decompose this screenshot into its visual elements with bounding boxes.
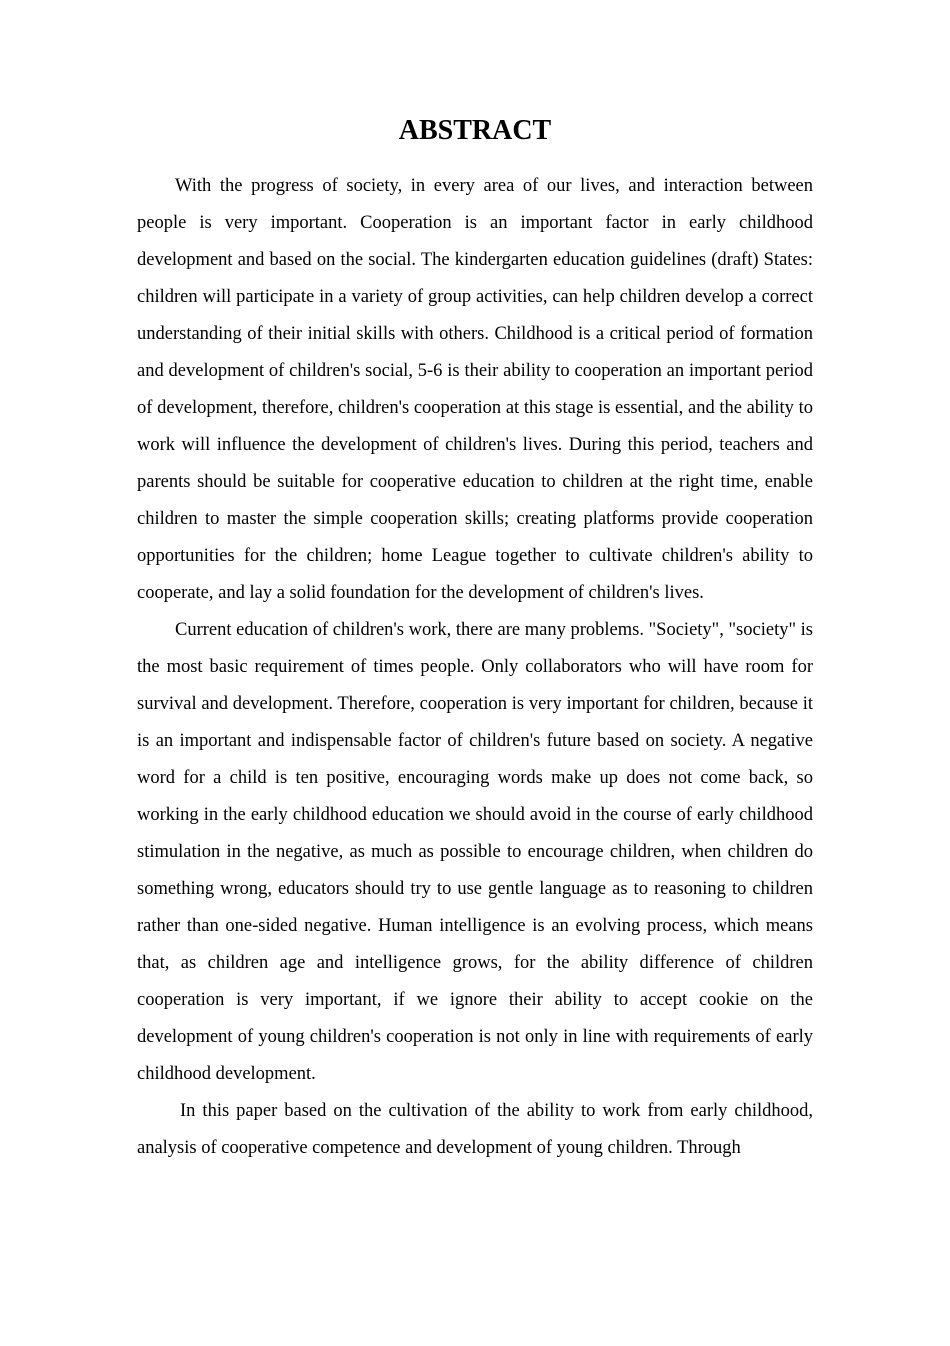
paragraph-2: Current education of children's work, there are many problems. "Society", "society" is the most basic requirement of times people. Only collaborators who will have room for survival and development. Therefore, cooperation is very important for children, because it is an important and indispensable factor of children's future based on society. A negative word for a child is ten positive, encouraging words make up does not come back, so working in the early childhood education we should avoid in the course of early childhood stimulation in the negative, as much as possible to encourage children, when children do something wrong, educators should try to use gentle language as to reasoning to children rather than one-sided negative. Human intelligence is an evolving process, which means that, as children age and intelligence grows, for the ability difference of children cooperation is very important, if we ignore their ability to accept cookie on the development of young children's cooperation is not only in line with requirements of early childhood development. [137,620,813,1084]
abstract-body [137,168,813,1167]
paragraph-1: With the progress of society, in every area of our lives, and interaction between people is very important. Cooperation is an important factor in early childhood development and based on the social. The kindergarten education guidelines (draft) States: children will participate in a variety of group activities, can help children develop a correct understanding of their initial skills with others. Childhood is a critical period of formation and development of children's social, 5-6 is their ability to cooperation an important period of development, therefore, children's cooperation at this stage is essential, and the ability to work will influence the development of children's lives. During this period, teachers and parents should be suitable for cooperative education to children at the right time, enable children to master the simple cooperation skills; creating platforms provide cooperation opportunities for the children; home League together to cultivate children's ability to cooperate, and lay a solid foundation for the development of children's lives. [137,176,813,603]
paragraph-3: In this paper based on the cultivation of the ability to work from early childhood, analysis of cooperative competence and development of young children. Through [137,1101,813,1158]
page-title: ABSTRACT [398,115,552,146]
